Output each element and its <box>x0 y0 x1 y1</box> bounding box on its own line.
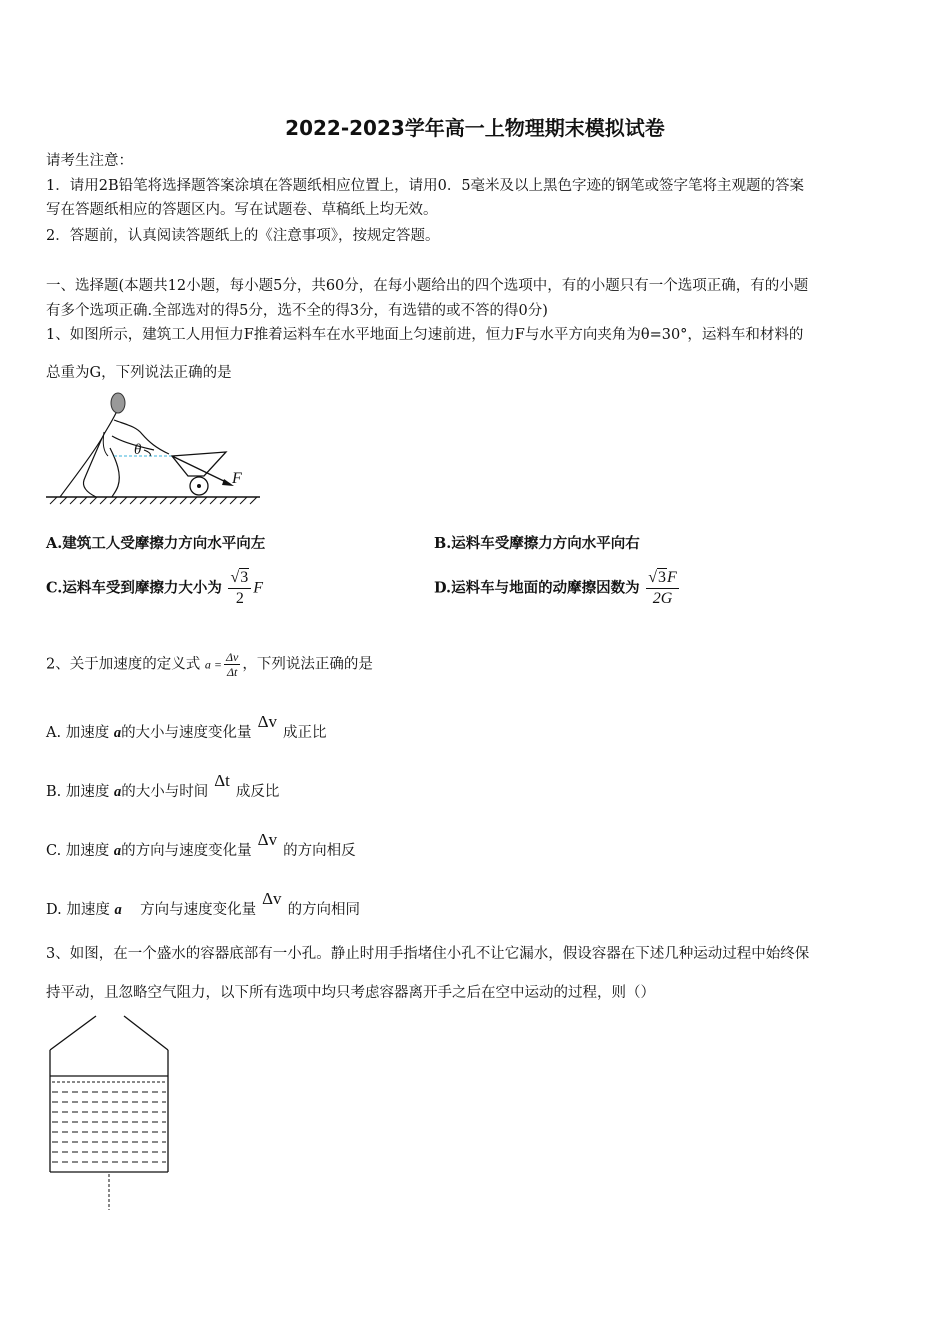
q3-stem-line-2: 持平动，且忽略空气阻力，以下所有选项中均只考虑容器离开手之后在空中运动的过程，则（） <box>46 985 655 1001</box>
q1-option-c-variable: F <box>253 579 264 597</box>
q1-stem-line-2: 总重为G，下列说法正确的是 <box>46 365 232 381</box>
q2-option-c-pre: C. 加速度 <box>46 843 110 859</box>
notice-item-1-line-1: 1．请用2B铅笔将选择题答案涂填在答题纸相应位置上，请用0．5毫米及以上黑色字迹的钢笔或签字笔将主观题的答案 <box>46 178 805 194</box>
q2-option-b-var: a <box>113 784 122 800</box>
q2-option-a-mid: 的大小与速度变化量 <box>121 725 252 741</box>
q2-option-a-symbol: Δv <box>257 712 277 731</box>
q1-figure-force-label: F <box>232 470 242 487</box>
q1-option-c <box>46 568 263 609</box>
q1-option-d-numerator-var: F <box>667 569 677 586</box>
q1-stem-line-1: 1、如图所示，建筑工人用恒力F推着运料车在水平地面上匀速前进，恒力F与水平方向夹角为θ=30°，运料车和材料的 <box>46 327 804 343</box>
q2-option-b-symbol: Δt <box>214 771 230 790</box>
q2-stem-pre: 2、关于加速度的定义式 <box>46 656 201 673</box>
q2-formula-denominator: Δt <box>226 665 238 679</box>
notice-heading: 请考生注意： <box>46 153 133 169</box>
q2-formula-fraction <box>224 650 240 679</box>
q2-option-a-post: 成正比 <box>283 725 327 741</box>
q1-option-d-numerator-sqrt: 3 <box>658 569 666 586</box>
q2-stem <box>46 650 373 679</box>
q2-formula-lhs: a = <box>204 657 222 672</box>
q1-option-c-numerator: 3 <box>240 569 249 586</box>
q2-option-a-pre: A. 加速度 <box>46 725 110 741</box>
q2-option-d-var: a <box>114 902 122 918</box>
q2-stem-post: ，下列说法正确的是 <box>242 656 373 673</box>
q1-worker-cart-figure <box>44 390 264 505</box>
q2-option-d-mid: 方向与速度变化量 <box>140 902 257 918</box>
q2-option-b-post: 成反比 <box>235 784 280 800</box>
q1-option-d-fraction: $\frac{√3F}{2G}$ <box>648 569 677 607</box>
q2-option-d-post: 的方向相同 <box>287 902 361 918</box>
q1-option-d <box>434 568 681 609</box>
q3-water-container-figure <box>44 1012 176 1212</box>
q2-option-d <box>46 889 361 919</box>
section-heading-line-2: 有多个选项正确.全部选对的得5分，选不全的得3分，有选错的或不答的得0分) <box>46 303 548 319</box>
notice-item-2: 2．答题前，认真阅读答题纸上的《注意事项》，按规定答题。 <box>46 228 440 244</box>
q1-option-b: B.运料车受摩擦力方向水平向右 <box>434 535 640 552</box>
notice-item-1-line-2: 写在答题纸相应的答题区内。写在试题卷、草稿纸上均无效。 <box>46 202 438 218</box>
q2-option-c-var: a <box>113 843 122 859</box>
section-heading-line-1: 一、选择题(本题共12小题，每小题5分，共60分，在每小题给出的四个选项中，有的小题只有一个选项正确，有的小题 <box>46 278 809 294</box>
q2-option-a-var: a <box>113 725 122 741</box>
q2-option-c-symbol: Δv <box>257 830 278 849</box>
q2-option-c <box>46 830 356 860</box>
q1-option-d-text: D.运料车与地面的动摩擦因数为 <box>434 579 640 597</box>
q2-option-a <box>46 712 327 742</box>
q2-option-b-mid: 的大小与时间 <box>121 784 209 800</box>
q1-option-d-denominator: 2G <box>652 590 673 607</box>
q3-stem-line-1: 3、如图，在一个盛水的容器底部有一小孔。静止时用手指堵住小孔不让它漏水，假设容器在下述几种运动过程中始终保 <box>46 946 810 962</box>
page-title: 2022-2023学年高一上物理期末模拟试卷 <box>285 116 665 140</box>
q2-option-c-post: 的方向相反 <box>283 843 356 859</box>
q2-option-b <box>46 771 280 801</box>
q1-figure-theta-label: θ <box>134 442 142 458</box>
q2-option-d-symbol: Δv <box>262 889 282 908</box>
q2-option-c-mid: 的方向与速度变化量 <box>121 843 252 859</box>
q1-option-c-denominator: 2 <box>235 590 244 607</box>
q2-option-b-pre: B. 加速度 <box>46 784 110 800</box>
q1-option-c-fraction: $\frac{√3}{2}$ <box>228 568 251 609</box>
q1-option-c-text: C.运料车受到摩擦力大小为 <box>46 579 222 597</box>
q2-formula-numerator: Δv <box>225 650 239 664</box>
q1-option-a: A.建筑工人受摩擦力方向水平向左 <box>46 535 266 552</box>
q2-option-d-pre: D. 加速度 <box>46 902 110 918</box>
